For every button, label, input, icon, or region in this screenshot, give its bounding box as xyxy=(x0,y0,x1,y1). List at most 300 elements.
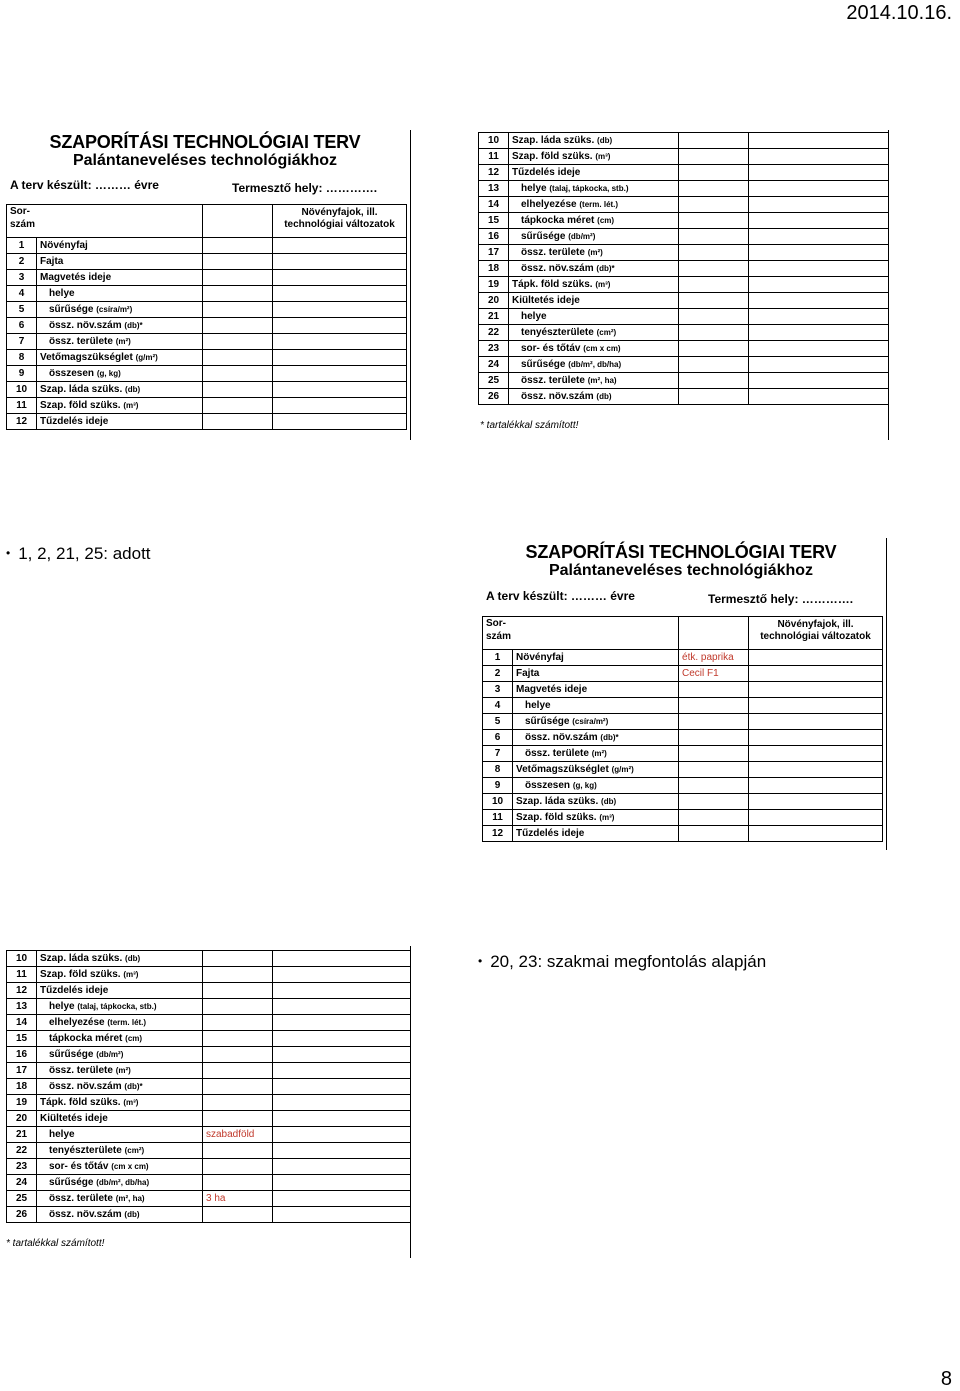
row-number: 12 xyxy=(7,983,37,999)
row-label-text: Szap. láda szüks. xyxy=(516,796,599,807)
value-cell xyxy=(679,149,749,165)
row-label xyxy=(37,1127,203,1143)
table-row xyxy=(7,318,407,334)
plan-table-b-filled xyxy=(6,950,411,1223)
empty-cell xyxy=(273,270,407,286)
row-number: 18 xyxy=(479,261,509,277)
table-row xyxy=(7,254,407,270)
doc-title: SZAPORÍTÁSI TECHNOLÓGIAI TERV xyxy=(525,542,837,562)
bullet-slide-4 xyxy=(478,952,766,972)
value-cell xyxy=(679,650,749,666)
row-label-text: össz. növ.szám xyxy=(525,732,598,743)
table-row xyxy=(483,682,883,698)
row-unit: (talaj, tápkocka, stb.) xyxy=(549,184,629,193)
row-number: 10 xyxy=(7,951,37,967)
row-unit: (m³) xyxy=(123,1098,139,1107)
row-number: 19 xyxy=(479,277,509,293)
table-row xyxy=(7,1159,411,1175)
table-row xyxy=(483,794,883,810)
value-cell xyxy=(203,398,273,414)
row-number: 4 xyxy=(483,698,513,714)
row-number: 13 xyxy=(7,999,37,1015)
row-label-text: össz. területe xyxy=(525,748,589,759)
slide-2 xyxy=(470,120,890,450)
row-label xyxy=(37,238,203,254)
row-unit: (db) xyxy=(596,392,612,401)
row-label-text: Növényfaj xyxy=(40,240,88,251)
table-row xyxy=(7,366,407,382)
row-label-text: tenyészterülete xyxy=(49,1145,122,1156)
empty-cell xyxy=(749,794,883,810)
row-label xyxy=(509,245,679,261)
row-unit: (m²) xyxy=(587,248,603,257)
row-label-text: helye xyxy=(49,1129,75,1140)
row-unit: (db) xyxy=(124,1210,140,1219)
row-unit: (cm²) xyxy=(124,1146,145,1155)
row-label-text: helye xyxy=(521,183,547,194)
table-header-row xyxy=(483,617,883,650)
value-cell xyxy=(679,730,749,746)
made-label: A terv készült: ……… évre xyxy=(10,178,159,192)
grower-label: Termesztő hely: …………. xyxy=(232,181,378,195)
empty-cell xyxy=(749,682,883,698)
sorszam-header: Sor- szám xyxy=(7,205,203,238)
empty-cell xyxy=(273,1079,411,1095)
row-number: 2 xyxy=(7,254,37,270)
row-number: 15 xyxy=(7,1031,37,1047)
empty-cell xyxy=(749,389,889,405)
row-number: 1 xyxy=(483,650,513,666)
row-number: 16 xyxy=(479,229,509,245)
row-unit: (talaj, tápkocka, stb.) xyxy=(77,1002,157,1011)
row-label xyxy=(509,213,679,229)
value-cell xyxy=(679,245,749,261)
empty-cell xyxy=(273,238,407,254)
empty-cell xyxy=(273,1111,411,1127)
value-cell xyxy=(679,778,749,794)
value-cell xyxy=(679,762,749,778)
empty-cell xyxy=(273,334,407,350)
empty-cell xyxy=(749,133,889,149)
plan-table-a xyxy=(6,204,407,430)
empty-cell xyxy=(749,714,883,730)
cell-value: étk. paprika xyxy=(682,652,734,663)
row-number: 20 xyxy=(7,1111,37,1127)
row-label xyxy=(513,762,679,778)
row-label xyxy=(513,698,679,714)
row-number: 9 xyxy=(483,778,513,794)
value-cell xyxy=(679,746,749,762)
value-cell xyxy=(679,341,749,357)
empty-cell xyxy=(273,1159,411,1175)
row-label-text: össz. területe xyxy=(49,336,113,347)
row-unit: (m²) xyxy=(115,1066,131,1075)
empty-cell xyxy=(749,810,883,826)
empty-cell xyxy=(273,398,407,414)
row-label xyxy=(513,666,679,682)
row-number: 6 xyxy=(483,730,513,746)
row-label xyxy=(37,286,203,302)
empty-cell xyxy=(749,698,883,714)
slide-3 xyxy=(476,530,896,860)
row-label xyxy=(513,778,679,794)
empty-cell xyxy=(273,286,407,302)
row-label-text: helye xyxy=(525,700,551,711)
row-unit: (m³) xyxy=(599,813,615,822)
table-row xyxy=(7,1015,411,1031)
row-number: 3 xyxy=(483,682,513,698)
cell-value: szabadföld xyxy=(206,1129,255,1140)
table-row xyxy=(7,1031,411,1047)
row-number: 12 xyxy=(479,165,509,181)
table-row xyxy=(483,698,883,714)
empty-cell xyxy=(749,373,889,389)
row-label xyxy=(37,1079,203,1095)
row-label-text: sor- és tőtáv xyxy=(521,343,581,354)
row-label-text: össz. növ.szám xyxy=(521,263,594,274)
row-label xyxy=(37,951,203,967)
row-label xyxy=(37,1207,203,1223)
row-label-text: Tűzdelés ideje xyxy=(516,828,585,839)
row-label xyxy=(37,270,203,286)
row-number: 13 xyxy=(479,181,509,197)
table-row xyxy=(7,1207,411,1223)
empty-cell xyxy=(273,1031,411,1047)
empty-cell xyxy=(273,1015,411,1031)
row-label-text: elhelyezése xyxy=(521,199,577,210)
value-cell xyxy=(203,254,273,270)
table-row xyxy=(479,325,889,341)
slide-border xyxy=(410,130,411,440)
value-cell xyxy=(679,389,749,405)
row-label xyxy=(37,983,203,999)
empty-cell xyxy=(749,197,889,213)
table-row xyxy=(479,341,889,357)
value-cell xyxy=(679,181,749,197)
row-unit: (csíra/m²) xyxy=(572,717,609,726)
row-number: 25 xyxy=(7,1191,37,1207)
doc-title: SZAPORÍTÁSI TECHNOLÓGIAI TERV xyxy=(49,132,361,152)
row-unit: (db) xyxy=(597,136,613,145)
row-label xyxy=(513,714,679,730)
row-label xyxy=(509,181,679,197)
table-row xyxy=(7,350,407,366)
row-number: 21 xyxy=(479,309,509,325)
table-row xyxy=(479,181,889,197)
empty-cell xyxy=(273,951,411,967)
value-cell xyxy=(679,810,749,826)
table-row xyxy=(7,1191,411,1207)
variants-header: Növényfajok, ill. technológiai változatok xyxy=(273,205,407,238)
row-unit: (m², ha) xyxy=(587,376,617,385)
row-label-text: össz. növ.szám xyxy=(49,1209,122,1220)
row-number: 7 xyxy=(483,746,513,762)
value-cell xyxy=(203,1207,273,1223)
table-row xyxy=(479,389,889,405)
row-label-text: sűrűsége xyxy=(521,359,566,370)
value-cell xyxy=(679,309,749,325)
row-number: 9 xyxy=(7,366,37,382)
empty-cell xyxy=(749,181,889,197)
table-row xyxy=(7,270,407,286)
row-number: 11 xyxy=(7,967,37,983)
value-cell xyxy=(203,1063,273,1079)
row-number: 6 xyxy=(7,318,37,334)
table-row xyxy=(7,983,411,999)
row-unit: (db/m²) xyxy=(568,232,596,241)
value-cell xyxy=(679,698,749,714)
row-number: 25 xyxy=(479,373,509,389)
row-number: 22 xyxy=(479,325,509,341)
row-label xyxy=(37,1095,203,1111)
row-number: 24 xyxy=(7,1175,37,1191)
table-row xyxy=(7,382,407,398)
empty-cell xyxy=(273,999,411,1015)
row-label-text: Magvetés ideje xyxy=(40,272,112,283)
row-label xyxy=(513,682,679,698)
empty-cell xyxy=(749,826,883,842)
value-cell xyxy=(203,366,273,382)
row-label-text: Szap. láda szüks. xyxy=(40,953,123,964)
table-row xyxy=(7,1047,411,1063)
value-cell xyxy=(679,714,749,730)
row-label xyxy=(37,1063,203,1079)
value-cell xyxy=(203,1175,273,1191)
value-cell xyxy=(679,213,749,229)
row-label-text: sűrűsége xyxy=(525,716,570,727)
row-unit: (g, kg) xyxy=(96,369,121,378)
table-row xyxy=(479,293,889,309)
table-row xyxy=(479,309,889,325)
grower-label: Termesztő hely: …………. xyxy=(708,592,854,606)
table-row xyxy=(479,197,889,213)
row-label-text: Fajta xyxy=(40,256,64,267)
row-label-text: elhelyezése xyxy=(49,1017,105,1028)
row-number: 24 xyxy=(479,357,509,373)
table-row xyxy=(7,1063,411,1079)
value-cell xyxy=(203,1095,273,1111)
empty-cell xyxy=(273,1191,411,1207)
table-row xyxy=(479,149,889,165)
row-label xyxy=(37,1111,203,1127)
empty-cell xyxy=(273,318,407,334)
row-number: 14 xyxy=(479,197,509,213)
row-number: 12 xyxy=(7,414,37,430)
row-label-text: össz. növ.szám xyxy=(49,320,122,331)
value-cell xyxy=(203,1111,273,1127)
table-row xyxy=(7,999,411,1015)
table-row xyxy=(7,398,407,414)
value-cell xyxy=(203,1031,273,1047)
row-number: 23 xyxy=(7,1159,37,1175)
value-cell xyxy=(203,1127,273,1143)
row-label-text: Vetőmagszükséglet xyxy=(516,764,609,775)
bullet-slide-3 xyxy=(6,544,151,564)
row-label-text: Növényfaj xyxy=(516,652,564,663)
table-row xyxy=(7,1095,411,1111)
row-number: 5 xyxy=(7,302,37,318)
row-unit: (m³) xyxy=(595,152,611,161)
row-label xyxy=(37,1191,203,1207)
row-unit: (m³) xyxy=(595,280,611,289)
row-unit: (db)* xyxy=(596,264,615,273)
empty-cell xyxy=(273,254,407,270)
row-label xyxy=(513,826,679,842)
value-cell xyxy=(679,826,749,842)
empty-cell xyxy=(749,778,883,794)
empty-cell xyxy=(749,293,889,309)
row-unit: (db) xyxy=(125,385,141,394)
row-label xyxy=(509,389,679,405)
row-label xyxy=(37,1015,203,1031)
cell-value: 3 ha xyxy=(206,1193,226,1204)
table-row xyxy=(479,357,889,373)
table-row xyxy=(7,334,407,350)
value-cell xyxy=(203,1015,273,1031)
value-cell xyxy=(203,270,273,286)
empty-cell xyxy=(749,357,889,373)
empty-cell xyxy=(273,1207,411,1223)
row-label xyxy=(37,1175,203,1191)
row-label xyxy=(509,293,679,309)
row-number: 22 xyxy=(7,1143,37,1159)
value-cell xyxy=(679,261,749,277)
row-unit: (m²) xyxy=(591,749,607,758)
row-unit: (db) xyxy=(601,797,617,806)
row-unit: (cm) xyxy=(125,1034,143,1043)
footnote: * tartalékkal számított! xyxy=(6,1238,105,1249)
row-label-text: tenyészterülete xyxy=(521,327,594,338)
value-cell xyxy=(203,999,273,1015)
value-cell xyxy=(203,286,273,302)
table-row xyxy=(7,1175,411,1191)
table-row xyxy=(7,414,407,430)
row-label xyxy=(513,810,679,826)
row-label xyxy=(37,999,203,1015)
slide-1 xyxy=(0,120,420,450)
row-number: 20 xyxy=(479,293,509,309)
empty-cell xyxy=(749,229,889,245)
table-row xyxy=(479,165,889,181)
table-row xyxy=(7,302,407,318)
row-unit: (cm) xyxy=(597,216,615,225)
table-row xyxy=(7,1127,411,1143)
row-label-text: sűrűsége xyxy=(49,1177,94,1188)
row-label-text: Kiültetés ideje xyxy=(40,1113,108,1124)
table-row xyxy=(7,1111,411,1127)
row-label-text: Tápk. föld szüks. xyxy=(512,279,593,290)
value-cell xyxy=(203,238,273,254)
row-number: 17 xyxy=(479,245,509,261)
empty-cell xyxy=(273,1127,411,1143)
row-number: 10 xyxy=(479,133,509,149)
row-label-text: helye xyxy=(521,311,547,322)
value-cell xyxy=(203,382,273,398)
row-label-text: összesen xyxy=(49,368,95,379)
row-label-text: összesen xyxy=(525,780,571,791)
table-row xyxy=(483,666,883,682)
empty-cell xyxy=(749,325,889,341)
empty-cell xyxy=(273,1143,411,1159)
value-cell xyxy=(679,293,749,309)
table-header-row xyxy=(7,205,407,238)
value-cell xyxy=(679,165,749,181)
row-label xyxy=(37,302,203,318)
table-row xyxy=(7,951,411,967)
row-label xyxy=(509,149,679,165)
row-label xyxy=(513,650,679,666)
row-label xyxy=(37,350,203,366)
row-label-text: Tápk. föld szüks. xyxy=(40,1097,121,1108)
table-row xyxy=(483,826,883,842)
table-row xyxy=(483,650,883,666)
table-row xyxy=(479,245,889,261)
row-label-text: össz. területe xyxy=(521,247,585,258)
value-cell xyxy=(679,133,749,149)
row-label xyxy=(509,229,679,245)
table-row xyxy=(479,213,889,229)
empty-cell xyxy=(273,1063,411,1079)
table-row xyxy=(483,746,883,762)
empty-cell xyxy=(749,277,889,293)
value-cell xyxy=(203,1191,273,1207)
row-label xyxy=(509,341,679,357)
empty-cell xyxy=(273,366,407,382)
row-number: 19 xyxy=(7,1095,37,1111)
empty-cell xyxy=(273,1175,411,1191)
row-unit: (cm x cm) xyxy=(583,344,621,353)
table-row xyxy=(479,133,889,149)
row-number: 18 xyxy=(7,1079,37,1095)
empty-cell xyxy=(749,309,889,325)
value-cell xyxy=(203,1047,273,1063)
bullet-text: 20, 23: szakmai megfontolás alapján xyxy=(490,952,767,971)
table-row xyxy=(483,778,883,794)
table-row xyxy=(483,714,883,730)
empty-cell xyxy=(749,245,889,261)
row-unit: (db/m², db/ha) xyxy=(568,360,622,369)
row-label-text: Szap. föld szüks. xyxy=(516,812,597,823)
plan-table-a-filled xyxy=(482,616,883,842)
row-label xyxy=(509,165,679,181)
empty-cell xyxy=(749,730,883,746)
row-number: 3 xyxy=(7,270,37,286)
table-row xyxy=(7,286,407,302)
row-label-text: sűrűsége xyxy=(49,1049,94,1060)
value-cell xyxy=(203,1159,273,1175)
row-number: 1 xyxy=(7,238,37,254)
row-number: 11 xyxy=(483,810,513,826)
row-label-text: Szap. láda szüks. xyxy=(40,384,123,395)
row-unit: (m³) xyxy=(123,970,139,979)
made-label: A terv készült: ……… évre xyxy=(486,589,635,603)
empty-cell xyxy=(749,165,889,181)
empty-cell xyxy=(273,967,411,983)
table-row xyxy=(479,373,889,389)
value-cell xyxy=(679,277,749,293)
row-unit: (g, kg) xyxy=(572,781,597,790)
row-label xyxy=(509,133,679,149)
row-label-text: Tűzdelés ideje xyxy=(40,985,109,996)
table-row xyxy=(479,261,889,277)
sorszam-header: Sor- szám xyxy=(483,617,679,650)
row-label-text: sűrűsége xyxy=(49,304,94,315)
row-label-text: össz. területe xyxy=(49,1193,113,1204)
row-number: 15 xyxy=(479,213,509,229)
row-unit: (db/m²) xyxy=(96,1050,124,1059)
row-label xyxy=(509,261,679,277)
row-label xyxy=(37,318,203,334)
